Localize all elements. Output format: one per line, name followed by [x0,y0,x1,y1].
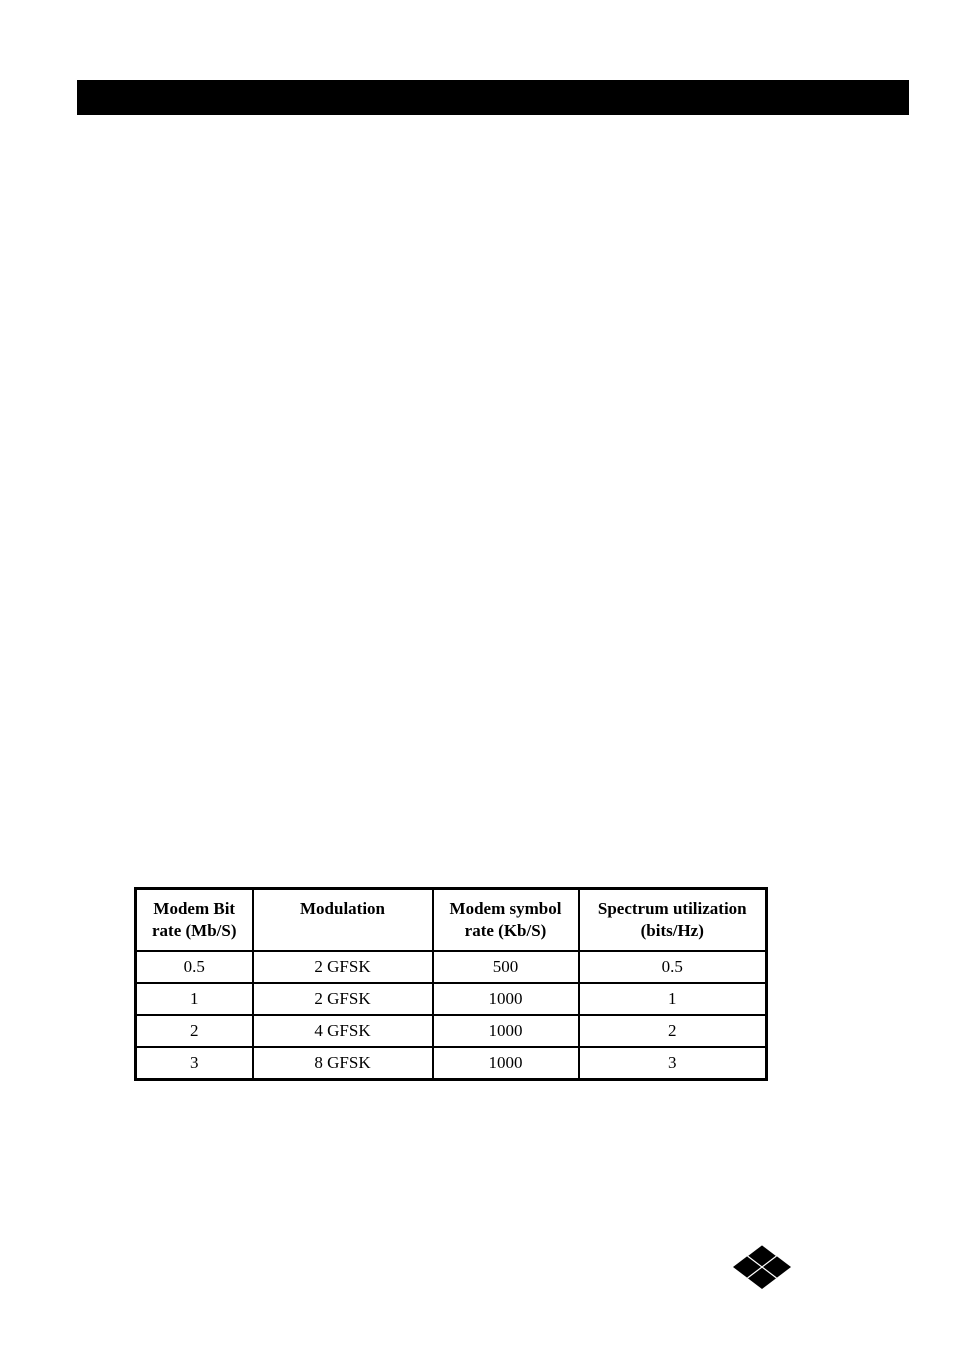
table-cell: 1000 [433,1047,579,1080]
table-cell: 4 GFSK [253,1015,433,1047]
table-cell: 1000 [433,1015,579,1047]
header-modulation: Modulation [253,889,433,952]
header-bar [77,80,909,115]
table-row [136,1015,767,1047]
table-cell: 0.5 [579,951,767,983]
table-row [136,983,767,1015]
table-cell: 0.5 [136,951,253,983]
table-row [136,1047,767,1080]
table-cell: 1 [579,983,767,1015]
table-cell: 500 [433,951,579,983]
header-modem-bit-rate: Modem Bit rate (Mb/S) [136,889,253,952]
black-box-diamond-logo-icon [733,1245,791,1289]
header-modem-symbol-rate: Modem symbol rate (Kb/S) [433,889,579,952]
table-cell: 1000 [433,983,579,1015]
table-cell: 2 GFSK [253,983,433,1015]
modem-spec-table [134,887,768,1081]
table-row [136,951,767,983]
table-cell: 2 GFSK [253,951,433,983]
table-header-row [136,889,767,952]
table-cell: 2 [136,1015,253,1047]
header-spectrum-utilization: Spectrum utilization (bits/Hz) [579,889,767,952]
table-cell: 2 [579,1015,767,1047]
table-cell: 3 [136,1047,253,1080]
table-cell: 3 [579,1047,767,1080]
table-cell: 1 [136,983,253,1015]
table-cell: 8 GFSK [253,1047,433,1080]
